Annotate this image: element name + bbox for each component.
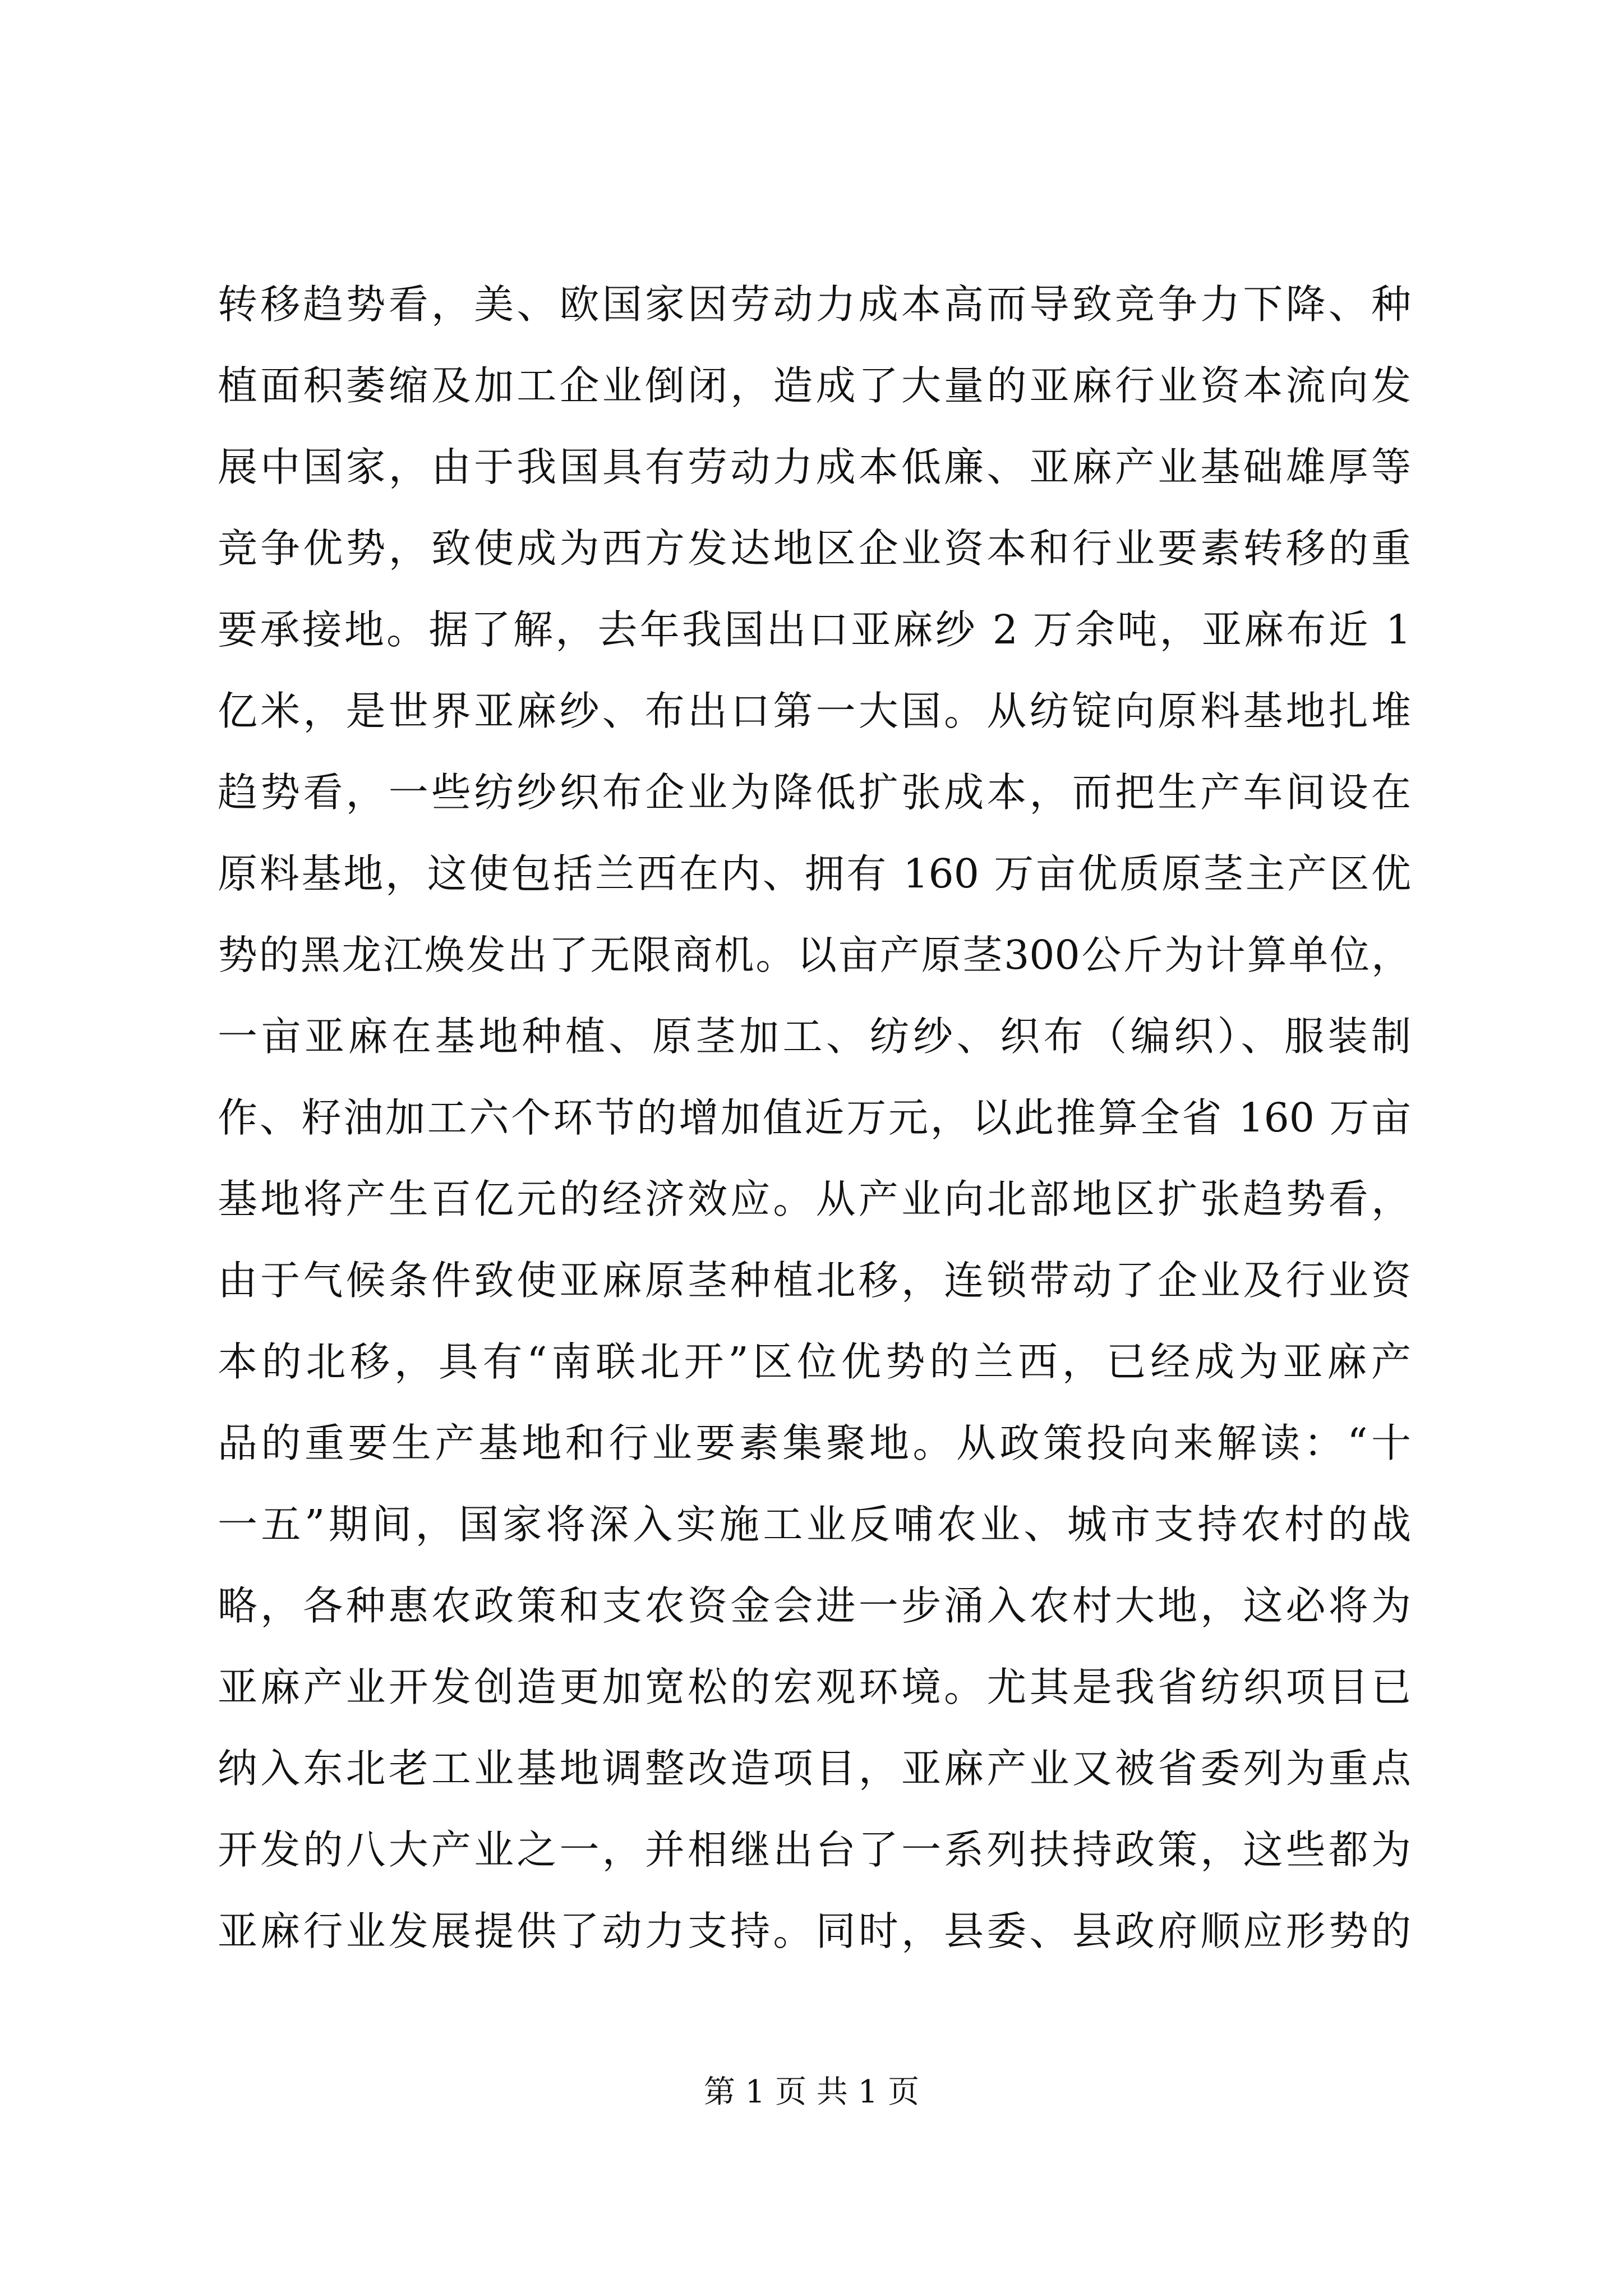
text-line: 亚麻产业开发创造更加宽松的宏观环境。尤其是我省纺织项目已 bbox=[218, 1664, 1411, 1710]
text-line: 一亩亚麻在基地种植、原茎加工、纺纱、织布（编织）、服装制 bbox=[218, 1013, 1411, 1060]
text-line: 开发的八大产业之一，并相继出台了一系列扶持政策，这些都为 bbox=[218, 1826, 1411, 1873]
text-line: 由于气候条件致使亚麻原茎种植北移，连锁带动了企业及行业资 bbox=[218, 1257, 1411, 1304]
text-line: 亿米，是世界亚麻纱、布出口第一大国。从纺锭向原料基地扎堆 bbox=[218, 688, 1411, 734]
text-line: 势的黑龙江焕发出了无限商机。以亩产原茎300公斤为计算单位， bbox=[218, 932, 1411, 978]
page-footer bbox=[0, 2070, 1623, 2115]
text-line: 原料基地，这使包括兰西在内、拥有 160 万亩优质原茎主产区优 bbox=[218, 850, 1411, 897]
page-indicator: 第 1 页 共 1 页 bbox=[703, 2074, 920, 2110]
text-line: 作、籽油加工六个环节的增加值近万元，以此推算全省 160 万亩 bbox=[218, 1094, 1411, 1141]
text-line: 一五”期间，国家将深入实施工业反哺农业、城市支持农村的战 bbox=[218, 1501, 1411, 1548]
body-text bbox=[218, 264, 1411, 1972]
text-line: 趋势看，一些纺纱织布企业为降低扩张成本，而把生产车间设在 bbox=[218, 769, 1411, 816]
text-line: 竞争优势，致使成为西方发达地区企业资本和行业要素转移的重 bbox=[218, 525, 1411, 572]
text-line: 植面积萎缩及加工企业倒闭，造成了大量的亚麻行业资本流向发 bbox=[218, 362, 1411, 409]
text-line: 要承接地。据了解，去年我国出口亚麻纱 2 万余吨，亚麻布近 1 bbox=[218, 606, 1411, 653]
text-line: 本的北移，具有“南联北开”区位优势的兰西，已经成为亚麻产 bbox=[218, 1338, 1411, 1385]
text-line: 纳入东北老工业基地调整改造项目，亚麻产业又被省委列为重点 bbox=[218, 1745, 1411, 1792]
text-line: 转移趋势看，美、欧国家因劳动力成本高而导致竞争力下降、种 bbox=[218, 281, 1411, 328]
text-line: 亚麻行业发展提供了动力支持。同时，县委、县政府顺应形势的 bbox=[218, 1908, 1411, 1954]
text-line: 展中国家，由于我国具有劳动力成本低廉、亚麻产业基础雄厚等 bbox=[218, 444, 1411, 490]
text-line: 略，各种惠农政策和支农资金会进一步涌入农村大地，这必将为 bbox=[218, 1582, 1411, 1629]
text-line: 品的重要生产基地和行业要素集聚地。从政策投向来解读：“十 bbox=[218, 1420, 1411, 1466]
text-line: 基地将产生百亿元的经济效应。从产业向北部地区扩张趋势看， bbox=[218, 1176, 1411, 1222]
